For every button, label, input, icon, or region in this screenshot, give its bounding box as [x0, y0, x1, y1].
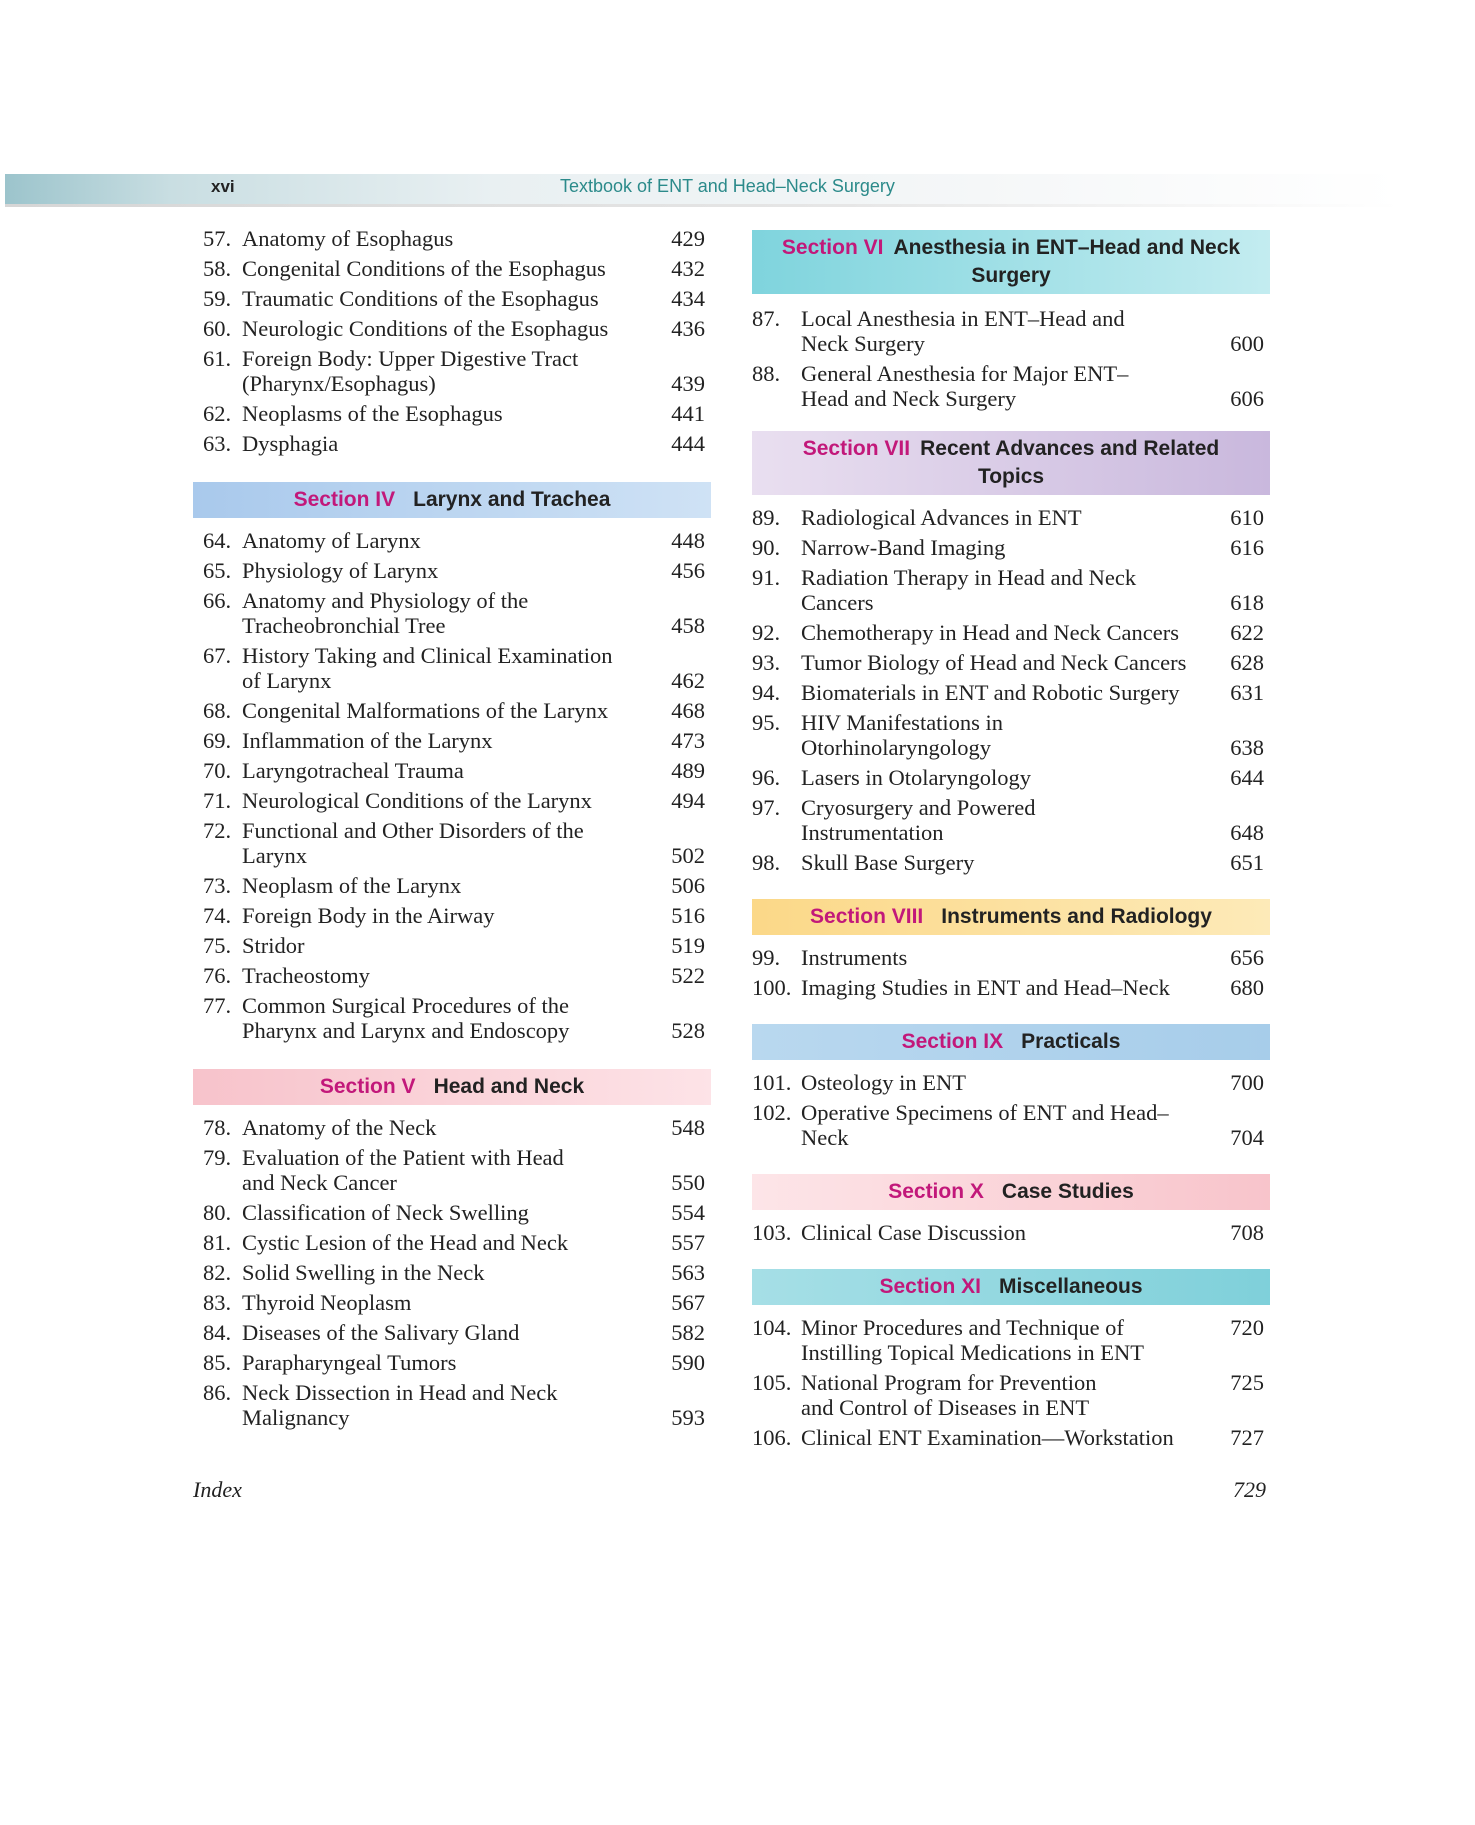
- toc-entry[interactable]: [193, 758, 711, 783]
- section-heading[interactable]: [752, 230, 1270, 294]
- chapter-number: 86.: [203, 1380, 232, 1405]
- chapter-title: Anatomy of the Neck: [242, 1115, 437, 1140]
- chapter-page-number: 590: [671, 1350, 705, 1375]
- toc-entry[interactable]: [752, 1370, 1270, 1420]
- toc-entry[interactable]: [193, 903, 711, 928]
- toc-entry[interactable]: [752, 535, 1270, 560]
- chapter-number: 97.: [752, 795, 781, 820]
- chapter-page-number: 489: [671, 758, 705, 783]
- chapter-title: HIV Manifestations in Otorhinolaryngology: [801, 710, 1004, 760]
- chapter-number: 62.: [203, 401, 232, 426]
- chapter-number: 101.: [752, 1070, 792, 1095]
- chapter-number: 75.: [203, 933, 232, 958]
- chapter-number: 65.: [203, 558, 232, 583]
- chapter-title: Operative Specimens of ENT and Head– Neck: [801, 1100, 1169, 1150]
- chapter-page-number: 582: [671, 1320, 705, 1345]
- toc-entry[interactable]: [193, 1290, 711, 1315]
- toc-entry[interactable]: [193, 1380, 711, 1430]
- chapter-title: Parapharyngeal Tumors: [242, 1350, 457, 1375]
- chapter-page-number: 550: [671, 1170, 705, 1195]
- chapter-title: Radiological Advances in ENT: [801, 505, 1082, 530]
- chapter-page-number: 727: [1230, 1425, 1264, 1450]
- toc-entry[interactable]: [752, 680, 1270, 705]
- section-label: Section IX: [901, 1030, 1004, 1053]
- section-label: Section XI: [879, 1275, 981, 1298]
- chapter-title: Local Anesthesia in ENT–Head and Neck Surgery: [801, 306, 1125, 356]
- chapter-number: 94.: [752, 680, 781, 705]
- toc-entry[interactable]: [752, 1220, 1270, 1245]
- chapter-page-number: 458: [671, 613, 705, 638]
- chapter-title: Neck Dissection in Head and Neck Malignancy: [242, 1380, 558, 1430]
- toc-right-column: [752, 226, 1270, 1455]
- chapter-number: 77.: [203, 993, 232, 1018]
- toc-entry[interactable]: [193, 1230, 711, 1255]
- toc-entry[interactable]: [752, 505, 1270, 530]
- chapter-title: National Program for Prevention and Control of Diseases in ENT: [801, 1370, 1097, 1420]
- chapter-page-number: 462: [671, 668, 705, 693]
- chapter-title: Functional and Other Disorders of the Larynx: [242, 818, 584, 868]
- chapter-page-number: 606: [1230, 386, 1264, 411]
- toc-entry[interactable]: [752, 620, 1270, 645]
- chapter-number: 98.: [752, 850, 781, 875]
- chapter-number: 93.: [752, 650, 781, 675]
- chapter-page-number: 651: [1230, 850, 1264, 875]
- running-title: Textbook of ENT and Head–Neck Surgery: [560, 176, 895, 196]
- chapter-number: 90.: [752, 535, 781, 560]
- toc-entry[interactable]: [193, 401, 711, 426]
- chapter-title: Neoplasms of the Esophagus: [242, 401, 503, 426]
- chapter-title: Cryosurgery and Powered Instrumentation: [801, 795, 1036, 845]
- chapter-page-number: 516: [671, 903, 705, 928]
- chapter-page-number: 610: [1230, 505, 1264, 530]
- toc-entry[interactable]: [193, 933, 711, 958]
- toc-entry[interactable]: [193, 1145, 711, 1195]
- chapter-number: 83.: [203, 1290, 232, 1315]
- toc-entry[interactable]: [193, 346, 711, 396]
- chapter-title: Foreign Body in the Airway: [242, 903, 495, 928]
- chapter-title: Neoplasm of the Larynx: [242, 873, 462, 898]
- chapter-title: Diseases of the Salivary Gland: [242, 1320, 520, 1345]
- chapter-title: Imaging Studies in ENT and Head–Neck: [801, 975, 1170, 1000]
- chapter-page-number: 429: [671, 226, 705, 251]
- chapter-number: 91.: [752, 565, 781, 590]
- chapter-number: 66.: [203, 588, 232, 613]
- chapter-title: Cystic Lesion of the Head and Neck: [242, 1230, 569, 1255]
- chapter-page-number: 444: [671, 431, 705, 456]
- section-label: Section VII: [802, 437, 911, 460]
- chapter-number: 68.: [203, 698, 232, 723]
- section-heading[interactable]: [193, 482, 711, 518]
- toc-entry[interactable]: [193, 256, 711, 281]
- toc-entry[interactable]: [752, 765, 1270, 790]
- chapter-page-number: 622: [1230, 620, 1264, 645]
- chapter-number: 81.: [203, 1230, 232, 1255]
- chapter-number: 82.: [203, 1260, 232, 1285]
- chapter-number: 104.: [752, 1315, 792, 1340]
- chapter-number: 60.: [203, 316, 232, 341]
- chapter-page-number: 519: [671, 933, 705, 958]
- chapter-title: Evaluation of the Patient with Head and Neck Cancer: [242, 1145, 564, 1195]
- toc-entry[interactable]: [193, 528, 711, 553]
- chapter-number: 79.: [203, 1145, 232, 1170]
- chapter-number: 96.: [752, 765, 781, 790]
- chapter-page-number: 704: [1230, 1125, 1264, 1150]
- toc-entry[interactable]: [193, 1200, 711, 1225]
- section-title: Practicals: [1021, 1030, 1121, 1053]
- chapter-number: 87.: [752, 306, 781, 331]
- section-title: Miscellaneous: [998, 1275, 1143, 1298]
- section-label: Section IV: [293, 488, 396, 511]
- chapter-page-number: 720: [1230, 1315, 1264, 1340]
- toc-entry[interactable]: [193, 1350, 711, 1375]
- section-title: Recent Advances and Related Topics: [920, 437, 1220, 488]
- chapter-title: Congenital Conditions of the Esophagus: [242, 256, 606, 281]
- chapter-page-number: 502: [671, 843, 705, 868]
- chapter-page-number: 441: [671, 401, 705, 426]
- toc-entry[interactable]: [193, 1320, 711, 1345]
- toc-entry[interactable]: [752, 306, 1270, 356]
- chapter-page-number: 600: [1230, 331, 1264, 356]
- chapter-title: Instruments: [801, 945, 908, 970]
- chapter-number: 100.: [752, 975, 792, 1000]
- toc-entry[interactable]: [752, 795, 1270, 845]
- chapter-page-number: 548: [671, 1115, 705, 1140]
- header-rule: [5, 204, 1400, 207]
- chapter-title: General Anesthesia for Major ENT– Head and Neck Surgery: [801, 361, 1129, 411]
- chapter-title: Neurological Conditions of the Larynx: [242, 788, 592, 813]
- chapter-title: Clinical ENT Examination—Workstation: [801, 1425, 1174, 1450]
- toc-entry[interactable]: [193, 316, 711, 341]
- toc-entry[interactable]: [752, 850, 1270, 875]
- chapter-number: 72.: [203, 818, 232, 843]
- chapter-title: Skull Base Surgery: [801, 850, 975, 875]
- chapter-title: Common Surgical Procedures of the Pharynx and Larynx and Endoscopy: [242, 993, 570, 1043]
- toc-entry[interactable]: [193, 698, 711, 723]
- toc-entry[interactable]: [752, 361, 1270, 411]
- chapter-title: Narrow-Band Imaging: [801, 535, 1006, 560]
- chapter-page-number: 700: [1230, 1070, 1264, 1095]
- chapter-title: Neurologic Conditions of the Esophagus: [242, 316, 609, 341]
- chapter-number: 64.: [203, 528, 232, 553]
- chapter-number: 73.: [203, 873, 232, 898]
- chapter-page-number: 506: [671, 873, 705, 898]
- chapter-number: 78.: [203, 1115, 232, 1140]
- chapter-page-number: 528: [671, 1018, 705, 1043]
- chapter-number: 105.: [752, 1370, 792, 1395]
- toc-entry[interactable]: [193, 963, 711, 988]
- toc-entry[interactable]: [752, 1315, 1270, 1365]
- chapter-number: 95.: [752, 710, 781, 735]
- chapter-page-number: 708: [1230, 1220, 1264, 1245]
- toc-entry[interactable]: [752, 1070, 1270, 1095]
- chapter-number: 74.: [203, 903, 232, 928]
- section-heading[interactable]: [193, 1069, 711, 1105]
- chapter-title: Radiation Therapy in Head and Neck Cancers: [801, 565, 1137, 615]
- toc-entry[interactable]: [752, 565, 1270, 615]
- section-title: Case Studies: [1001, 1180, 1134, 1203]
- toc-entry[interactable]: [752, 975, 1270, 1000]
- section-title: Head and Neck: [433, 1075, 585, 1098]
- section-title: Larynx and Trachea: [413, 488, 611, 511]
- section-label: Section V: [319, 1075, 416, 1098]
- chapter-title: Classification of Neck Swelling: [242, 1200, 529, 1225]
- chapter-title: Congenital Malformations of the Larynx: [242, 698, 609, 723]
- chapter-number: 85.: [203, 1350, 232, 1375]
- chapter-title: Chemotherapy in Head and Neck Cancers: [801, 620, 1179, 645]
- toc-entry[interactable]: [193, 431, 711, 456]
- section-heading[interactable]: [752, 431, 1270, 495]
- toc-entry[interactable]: [193, 226, 711, 251]
- page-number: xvi: [211, 177, 235, 196]
- chapter-title: Osteology in ENT: [801, 1070, 966, 1095]
- toc-left-column: [193, 226, 711, 1435]
- chapter-title: History Taking and Clinical Examination of Larynx: [242, 643, 613, 693]
- toc-entry[interactable]: [752, 650, 1270, 675]
- chapter-number: 58.: [203, 256, 232, 281]
- section-heading[interactable]: [752, 1269, 1270, 1305]
- chapter-title: Traumatic Conditions of the Esophagus: [242, 286, 599, 311]
- chapter-title: Tracheostomy: [242, 963, 370, 988]
- chapter-number: 76.: [203, 963, 232, 988]
- chapter-page-number: 638: [1230, 735, 1264, 760]
- toc-entry[interactable]: [752, 1425, 1270, 1450]
- chapter-title: Clinical Case Discussion: [801, 1220, 1026, 1245]
- chapter-title: Anatomy of Esophagus: [242, 226, 454, 251]
- chapter-page-number: 631: [1230, 680, 1264, 705]
- chapter-page-number: 557: [671, 1230, 705, 1255]
- toc-entry[interactable]: [193, 1260, 711, 1285]
- toc-entry[interactable]: [193, 728, 711, 753]
- chapter-number: 71.: [203, 788, 232, 813]
- section-heading[interactable]: [752, 1174, 1270, 1210]
- chapter-page-number: 494: [671, 788, 705, 813]
- chapter-title: Lasers in Otolaryngology: [801, 765, 1031, 790]
- chapter-page-number: 725: [1230, 1370, 1264, 1395]
- chapter-page-number: 432: [671, 256, 705, 281]
- chapter-number: 102.: [752, 1100, 792, 1125]
- chapter-page-number: 468: [671, 698, 705, 723]
- chapter-title: Inflammation of the Larynx: [242, 728, 493, 753]
- chapter-page-number: 448: [671, 528, 705, 553]
- chapter-page-number: 434: [671, 286, 705, 311]
- chapter-page-number: 618: [1230, 590, 1264, 615]
- toc-entry[interactable]: [752, 945, 1270, 970]
- chapter-title: Minor Procedures and Technique of Instilling Topical Medications in ENT: [801, 1315, 1144, 1365]
- chapter-number: 89.: [752, 505, 781, 530]
- section-label: Section VI: [781, 236, 884, 259]
- chapter-number: 69.: [203, 728, 232, 753]
- chapter-title: Solid Swelling in the Neck: [242, 1260, 485, 1285]
- chapter-page-number: 439: [671, 371, 705, 396]
- section-heading[interactable]: [752, 1024, 1270, 1060]
- chapter-number: 106.: [752, 1425, 792, 1450]
- chapter-number: 59.: [203, 286, 232, 311]
- chapter-page-number: 554: [671, 1200, 705, 1225]
- toc-entry[interactable]: [193, 818, 711, 868]
- chapter-page-number: 628: [1230, 650, 1264, 675]
- toc-entry[interactable]: [193, 993, 711, 1043]
- chapter-title: Biomaterials in ENT and Robotic Surgery: [801, 680, 1180, 705]
- chapter-number: 88.: [752, 361, 781, 386]
- chapter-page-number: 436: [671, 316, 705, 341]
- toc-entry[interactable]: [752, 710, 1270, 760]
- chapter-page-number: 656: [1230, 945, 1264, 970]
- toc-entry[interactable]: [193, 873, 711, 898]
- chapter-page-number: 680: [1230, 975, 1264, 1000]
- chapter-page-number: 563: [671, 1260, 705, 1285]
- section-heading[interactable]: [752, 899, 1270, 935]
- chapter-page-number: 522: [671, 963, 705, 988]
- section-label: Section X: [888, 1180, 984, 1203]
- toc-entry[interactable]: [193, 286, 711, 311]
- toc-entry[interactable]: [193, 588, 711, 638]
- section-title: Instruments and Radiology: [941, 905, 1212, 928]
- chapter-number: 63.: [203, 431, 232, 456]
- chapter-number: 92.: [752, 620, 781, 645]
- chapter-title: Foreign Body: Upper Digestive Tract (Pharynx/Esophagus): [242, 346, 579, 396]
- chapter-title: Tumor Biology of Head and Neck Cancers: [801, 650, 1187, 675]
- chapter-number: 61.: [203, 346, 232, 371]
- chapter-number: 103.: [752, 1220, 792, 1245]
- chapter-title: Physiology of Larynx: [242, 558, 439, 583]
- toc-entry[interactable]: [193, 643, 711, 693]
- chapter-number: 67.: [203, 643, 232, 668]
- chapter-number: 99.: [752, 945, 781, 970]
- chapter-page-number: 567: [671, 1290, 705, 1315]
- chapter-title: Stridor: [242, 933, 305, 958]
- chapter-page-number: 456: [671, 558, 705, 583]
- chapter-title: Laryngotracheal Trauma: [242, 758, 464, 783]
- chapter-page-number: 616: [1230, 535, 1264, 560]
- chapter-page-number: 644: [1230, 765, 1264, 790]
- chapter-page-number: 473: [671, 728, 705, 753]
- chapter-page-number: 648: [1230, 820, 1264, 845]
- index-page-number: 729: [1233, 1477, 1266, 1502]
- toc-entry[interactable]: [193, 788, 711, 813]
- section-label: Section VIII: [810, 905, 924, 928]
- chapter-title: Thyroid Neoplasm: [242, 1290, 412, 1315]
- chapter-number: 57.: [203, 226, 232, 251]
- chapter-number: 80.: [203, 1200, 232, 1225]
- toc-entry[interactable]: [193, 558, 711, 583]
- chapter-number: 84.: [203, 1320, 232, 1345]
- toc-entry[interactable]: [193, 1115, 711, 1140]
- chapter-page-number: 593: [671, 1405, 705, 1430]
- chapter-title: Anatomy and Physiology of the Tracheobronchial Tree: [242, 588, 529, 638]
- section-title: Anesthesia in ENT–Head and Neck Surgery: [893, 236, 1241, 287]
- index-label[interactable]: Index: [193, 1477, 242, 1502]
- chapter-title: Anatomy of Larynx: [242, 528, 421, 553]
- chapter-title: Dysphagia: [242, 431, 339, 456]
- toc-entry[interactable]: [752, 1100, 1270, 1150]
- chapter-number: 70.: [203, 758, 232, 783]
